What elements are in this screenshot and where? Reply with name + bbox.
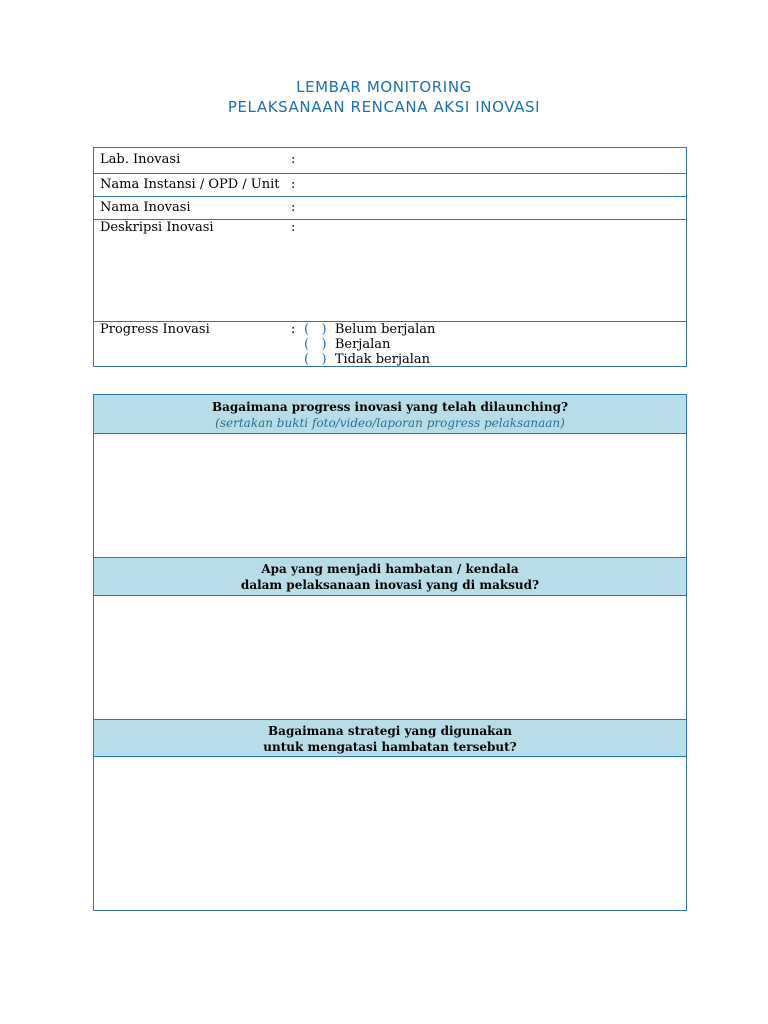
info-row-nama-inovasi <box>94 196 686 219</box>
question-text: dalam pelaksanaan inovasi yang di maksud? <box>240 578 540 592</box>
info-table <box>93 147 687 367</box>
colon: : <box>291 177 296 192</box>
label-progress-inovasi: Progress Inovasi <box>100 322 210 337</box>
answer-area-hambatan[interactable] <box>94 596 686 719</box>
checkbox-open-paren: ( <box>304 322 310 337</box>
question-header-strategi <box>94 719 686 757</box>
checkbox-close-paren: ) <box>321 352 327 367</box>
colon: : <box>291 200 296 215</box>
info-row-deskripsi-inovasi <box>94 219 686 321</box>
question-header-progress <box>94 395 686 434</box>
page-title-line-2: PELAKSANAAN RENCANA AKSI INOVASI <box>227 98 541 116</box>
progress-option-berjalan[interactable] <box>304 337 390 352</box>
label-deskripsi-inovasi: Deskripsi Inovasi <box>100 220 214 235</box>
progress-option-tidak-berjalan[interactable] <box>304 352 430 367</box>
answer-area-strategi[interactable] <box>94 757 686 910</box>
page-title-line-1: LEMBAR MONITORING <box>296 78 472 96</box>
checkbox-close-paren: ) <box>321 337 327 352</box>
option-label: Berjalan <box>334 337 391 352</box>
label-nama-inovasi: Nama Inovasi <box>100 200 191 215</box>
colon: : <box>291 152 296 167</box>
option-label: Tidak berjalan <box>334 352 431 367</box>
question-text: Bagaimana strategi yang digunakan <box>268 724 512 738</box>
colon: : <box>291 220 296 235</box>
answer-area-progress[interactable] <box>94 434 686 557</box>
info-row-progress-inovasi <box>94 321 686 366</box>
colon: : <box>291 322 296 337</box>
question-text: Bagaimana progress inovasi yang telah dilaunching? <box>212 400 568 414</box>
checkbox-close-paren: ) <box>321 322 327 337</box>
info-row-lab-inovasi <box>94 148 686 173</box>
questions-table <box>93 394 687 911</box>
question-text: untuk mengatasi hambatan tersebut? <box>263 740 517 754</box>
label-nama-instansi: Nama Instansi / OPD / Unit <box>100 177 280 192</box>
checkbox-open-paren: ( <box>304 352 310 367</box>
question-header-hambatan <box>94 557 686 596</box>
progress-option-belum-berjalan[interactable] <box>304 322 435 337</box>
checkbox-open-paren: ( <box>304 337 310 352</box>
info-row-nama-instansi <box>94 173 686 196</box>
question-text: Apa yang menjadi hambatan / kendala <box>261 562 519 576</box>
option-label: Belum berjalan <box>334 322 436 337</box>
question-note: (sertakan bukti foto/video/laporan progress pelaksanaan) <box>215 416 565 430</box>
label-lab-inovasi: Lab. Inovasi <box>100 152 181 167</box>
